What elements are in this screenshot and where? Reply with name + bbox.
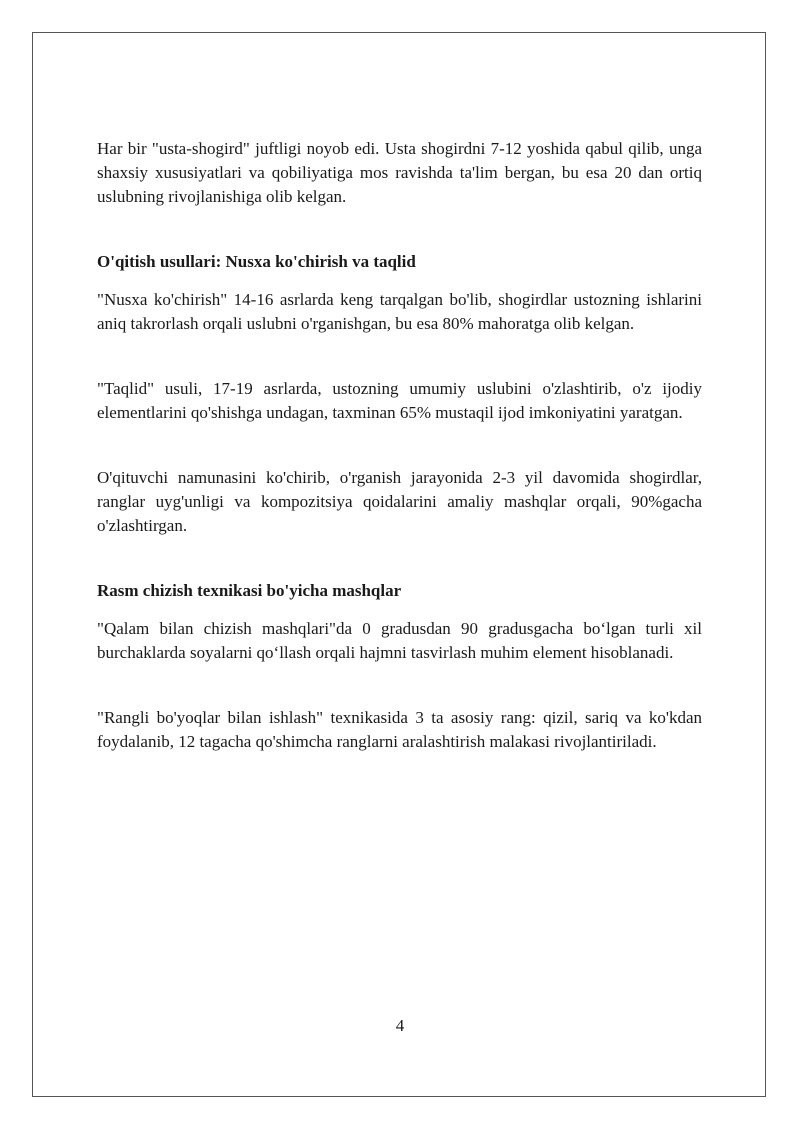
paragraph-color-paints: "Rangli bo'yoqlar bilan ishlash" texnikasida 3 ta asosiy rang: qizil, sariq va ko'kdan foydalanib, 12 tagacha qo'shimcha ranglarni aralashtirish malakasi rivojlantiriladi. bbox=[97, 708, 702, 751]
paragraph-copying: "Nusxa ko'chirish" 14-16 asrlarda keng tarqalgan bo'lib, shogirdlar ustozning ishlarini aniq takrorlash orqali uslubni o'rganishgan, bu esa 80% mahoratga olib kelgan. bbox=[97, 290, 702, 333]
page-content bbox=[97, 137, 702, 754]
paragraph-pencil-drawing: "Qalam bilan chizish mashqlari"da 0 gradusdan 90 gradusgacha bo‘lgan turli xil burchaklarda soyalarni qo‘llash orqali hajmni tasvirlash muhim element hisoblanadi. bbox=[97, 619, 702, 662]
paragraph-imitation: "Taqlid" usuli, 17-19 asrlarda, ustozning umumiy uslubini o'zlashtirib, o'z ijodiy elementlarini qo'shishga undagan, taxminan 65% mustaqil ijod imkoniyatini yaratgan. bbox=[97, 379, 702, 422]
heading-teaching-methods: O'qitish usullari: Nusxa ko'chirish va taqlid bbox=[97, 252, 416, 271]
paragraph-master-apprentice: Har bir "usta-shogird" juftligi noyob edi. Usta shogirdni 7-12 yoshida qabul qilib, unga shaxsiy xususiyatlari va qobiliyatiga mos ravishda ta'lim bergan, bu esa 20 dan ortiq uslubning rivojlanishiga olib kelgan. bbox=[97, 139, 702, 206]
heading-drawing-exercises: Rasm chizish texnikasi bo'yicha mashqlar bbox=[97, 581, 402, 600]
page-number: 4 bbox=[395, 1016, 405, 1035]
paragraph-teacher-sample: O'qituvchi namunasini ko'chirib, o'rganish jarayonida 2-3 yil davomida shogirdlar, ranglar uyg'unligi va kompozitsiya qoidalarini amaliy mashqlar orqali, 90%gacha o'zlashtirgan. bbox=[97, 468, 702, 535]
